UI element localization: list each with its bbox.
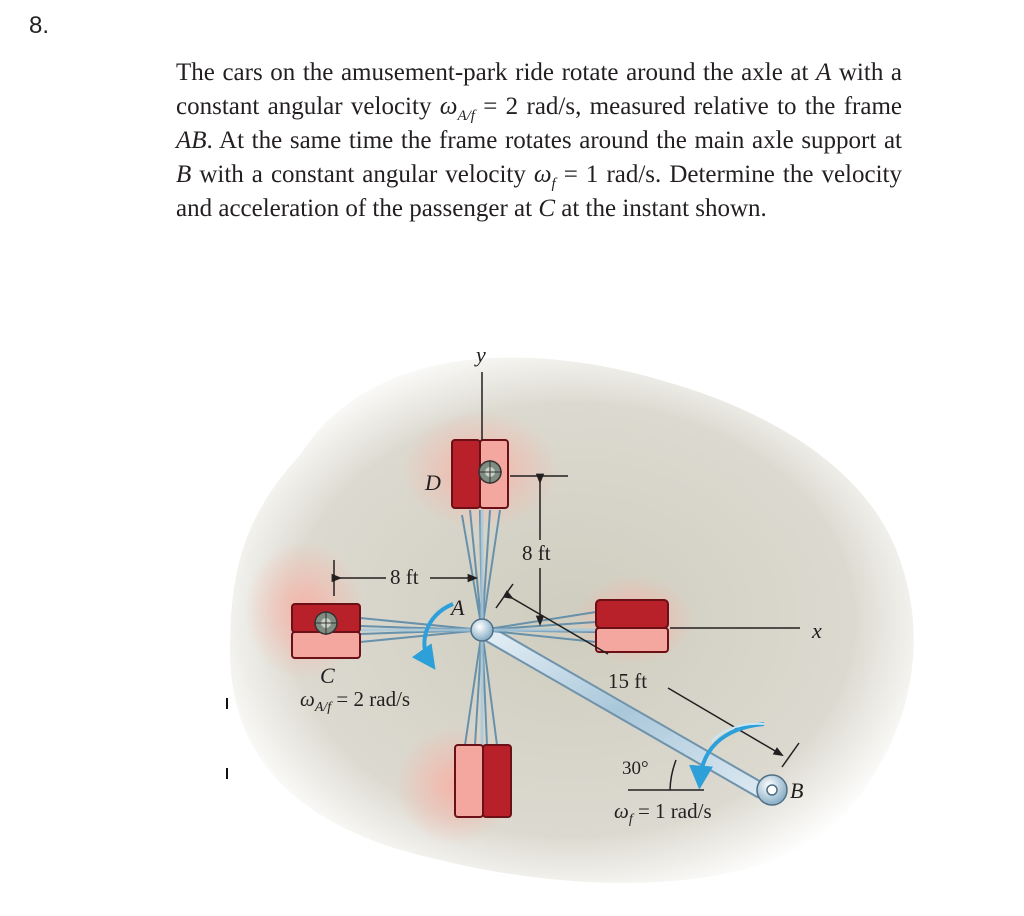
point-c-ref: C	[538, 195, 556, 222]
label-8ft-vertical: 8 ft	[522, 541, 551, 565]
omega-af-symbol: ω	[300, 687, 315, 711]
point-a-ref: A	[816, 59, 832, 86]
car-c	[292, 604, 360, 658]
problem-text-2: with a constant angular velocity	[176, 59, 902, 120]
omega-f-symbol: ω	[614, 799, 629, 823]
omega-f-subscript: f	[628, 812, 633, 827]
omega-subscript-af: A/f	[457, 108, 475, 124]
problem-text-4: . At the same time the frame rotates around the main axle support at	[206, 127, 902, 154]
label-8ft-horizontal: 8 ft	[390, 565, 419, 589]
label-a: A	[451, 595, 465, 620]
omega-f-value: = 1 rad/s	[632, 799, 712, 823]
label-x: x	[812, 618, 822, 643]
label-15ft: 15 ft	[608, 669, 648, 693]
question-number: 8.	[29, 12, 50, 39]
label-angle-30: 30°	[622, 758, 649, 779]
omega-subscript-f: f	[551, 176, 556, 192]
label-b: B	[790, 778, 804, 803]
car-bottom	[455, 745, 511, 817]
omega-af-subscript: A/f	[314, 700, 332, 715]
label-y: y	[476, 342, 486, 367]
problem-text-6: = 1 rad/s. Determine the velocity and acceleration of the passenger at	[176, 161, 902, 222]
omega-af-value: = 2 rad/s	[331, 687, 411, 711]
bearing-b	[757, 775, 787, 805]
problem-text-7: at the instant shown.	[555, 195, 767, 222]
label-omega-f	[614, 799, 712, 827]
car-d	[452, 440, 508, 508]
omega-symbol: ω	[439, 93, 458, 120]
problem-text-5: with a constant angular velocity	[191, 161, 534, 188]
car-right	[596, 600, 668, 652]
margin-mark-2	[226, 768, 228, 779]
problem-text-1: The cars on the amusement-park ride rotate around the axle at	[176, 59, 817, 86]
hub-a	[471, 619, 493, 641]
point-b-ref: B	[176, 161, 192, 188]
label-d: D	[425, 470, 441, 495]
margin-mark-1	[226, 698, 228, 709]
omega-symbol-2: ω	[533, 161, 552, 188]
problem-text-3: = 2 rad/s, measured relative to the frame	[474, 93, 902, 120]
frame-ab-ref: AB	[176, 127, 207, 154]
label-c: C	[320, 663, 335, 688]
